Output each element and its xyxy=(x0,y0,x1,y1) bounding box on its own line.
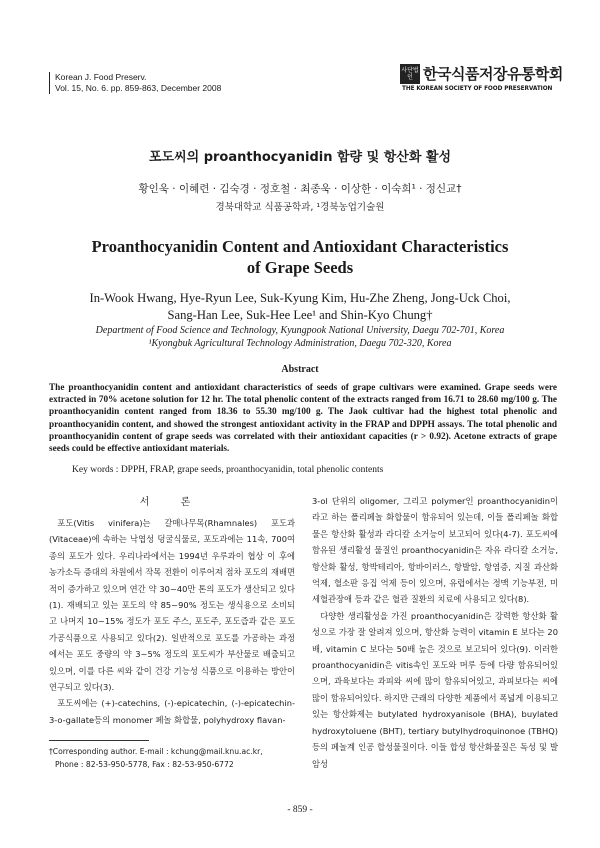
paragraph: 포도(Vitis vinifera)는 갈매나무목(Rhamnales) 포도과(Vitaceae)에 속하는 낙엽성 덩굴식물로, 포도과에는 11속, 700여종의 포도가 있다. 우리나라에서는 1994년 우루과이 협상 이 후에 농가소득 증대의 차원에서 작목 전환이 이루어져 점차 포도의 재배면적이 증가하고 있으며 연간 약 30~40만 톤의 포도가 생산되고 있다(1). 재배되고 있는 포도의 약 85~90% 정도는 생식용으로 소비되고 나머지 10~15% 정도가 포도 주스, 포도주, 포도즙과 같은 포도 가공식품으로 사용되고 있다(2). 일반적으로 포도를 가공하는 과정에서는 포도 중량의 약 3~5% 정도의 포도씨가 부산물로 배출되고 있으며, 이를 다른 씨와 같이 건강 기능성 식품으로 이용하는 방안이 연구되고 있다(3). xyxy=(49,518,295,693)
journal-citation xyxy=(49,72,221,94)
abstract-heading: Abstract xyxy=(281,364,319,375)
logo-english-text: THE KOREAN SOCIETY OF FOOD PRESERVATION xyxy=(402,86,553,92)
affiliation-english-line1: Department of Food Science and Technology, Kyungpook National University, Daegu 702-701, Korea xyxy=(95,325,505,336)
affiliation-english xyxy=(50,324,550,350)
society-logo xyxy=(400,64,563,100)
paragraph: 포도씨에는 (+)-catechins, (-)-epicatechin, (-)-epicatechin-3-o-gallate등의 monomer 페놀 화합물, polyhydroxy flavan- xyxy=(49,698,295,725)
authors-english-line1: In-Wook Hwang, Hye-Ryun Lee, Suk-Kyung Kim, Hu-Zhe Zheng, Jong-Uck Choi, xyxy=(89,291,511,305)
abstract-body: The proanthocyanidin content and antioxidant characteristics of seeds of grape cultivars were examined. Grape seeds were extracted in 70% acetone solution for 12 hr. The total phenolic content of the extracts ranged from 16.71 to 28.60 mg/100 g. The proanthocyanidin content ranged from 18.36 to 55.30 mg/100 g. The Jaok cultivar had the highest total phenolic and proanthocyanidin content, and showed the strongest antioxidant activity in the FRAP and DPPH assays. The total phenolic and proanthocyanidin content of grape seeds was correlated with their antioxidant capacities (r > 0.92). Acetone extracts of grape seeds could be effective antioxidant materials. xyxy=(49,383,557,455)
right-column xyxy=(312,493,558,772)
paragraph: 3-ol 단위의 oligomer, 그리고 polymer인 proanthocyanidin이라고 하는 폴리페놀 화합물이 함유되어 있는데, 이들 폴리페놀 화합물은 항산화 활성과 라디칼 소거능이 보고되어 있다(4-7). 포도씨에 함유된 생리활성 물질인 proanthocyanidin은 자유 라디칼 소거능, 항산화 활성, 항박테리아, 항바이러스, 항발암, 항염증, 지질 과산화 억제, 혈소판 응집 억제 등이 있으며, 유럽에서는 정맥 기능부전, 미세혈관장애 등과 같은 혈관 질환의 치료에 사용되고 있다(8). xyxy=(312,496,558,605)
logo-badge: 사단법인 xyxy=(400,64,420,84)
affiliation-korean: 경북대학교 식품공학과, ¹경북농업기술원 xyxy=(215,202,385,213)
title-english xyxy=(60,236,540,278)
footnote-phone: Phone : 82-53-950-5778, Fax : 82-53-950-6772 xyxy=(55,760,234,769)
authors-english xyxy=(50,290,550,324)
affiliation-english-line2: ¹Kyongbuk Agricultural Technology Administration, Daegu 702-320, Korea xyxy=(148,338,452,349)
authors-korean: 황인욱 · 이혜련 · 김숙경 · 정호철 · 최종욱 · 이상한 · 이숙희¹ · 정신교† xyxy=(138,183,462,195)
logo-korean-text: 한국식품저장유통학회 xyxy=(423,65,563,83)
left-column xyxy=(49,515,295,728)
journal-volume: Vol. 15, No. 6. pp. 859-863, December 2008 xyxy=(55,83,222,93)
title-english-line1: Proanthocyanidin Content and Antioxidant Characteristics xyxy=(91,237,509,256)
title-korean: 포도씨의 proanthocyanidin 함량 및 항산화 활성 xyxy=(148,150,452,165)
footnote xyxy=(49,745,309,771)
keywords: Key words : DPPH, FRAP, grape seeds, proanthocyanidin, total phenolic contents xyxy=(72,465,384,475)
paragraph: 다양한 생리활성을 가진 proanthocyanidin은 강력한 항산화 활성으로 가장 잘 알려져 있으며, 항산화 능력이 vitamin E 보다는 20배, vitamin C 보다는 50배 높은 것으로 보고되어 있다(9). 이러한 proanthocyanidin은 vitis속인 포도와 머루 등에 다량 함유되어있으며, 과육보다는 과피와 씨에 많이 함유되어있고, 과피보다는 씨에 많이 함유되어있다. 하지만 근래의 다양한 제품에서 폭넓게 이용되고 있는 항산화제는 butylated hydroxyanisole (BHA), buylated hydroxytoluene (BHT), tertiary butylhydroquinonoe (TBHQ) 등의 페놀계 인공 합성물질이다. 이들 합성 항산화물질은 독성 및 발암성 xyxy=(312,610,558,769)
authors-english-line2: Sang-Han Lee, Suk-Hee Lee¹ and Shin-Kyo Chung† xyxy=(167,308,433,322)
footnote-email: †Corresponding author. E-mail : kchung@mail.knu.ac.kr, xyxy=(49,747,263,756)
title-english-line2: of Grape Seeds xyxy=(246,258,354,277)
footnote-divider xyxy=(49,740,149,741)
journal-name: Korean J. Food Preserv. xyxy=(55,72,147,82)
page-number: - 859 - xyxy=(287,805,313,815)
section-heading-introduction: 서 론 xyxy=(139,497,205,508)
